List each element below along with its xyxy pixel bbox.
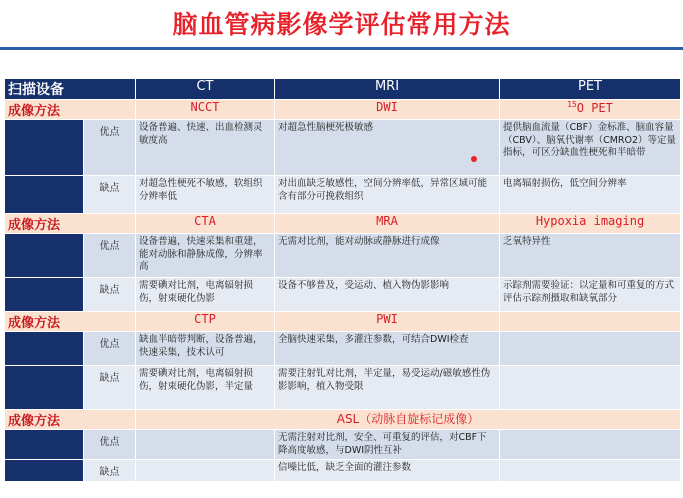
method-label: 成像方法 bbox=[5, 100, 136, 120]
pro-row bbox=[5, 332, 681, 366]
con-mri: 需要注射钆对比剂，半定量，易受运动/磁敏感性伪影影响，植入物受限 bbox=[275, 366, 500, 410]
con-label: 缺点 bbox=[84, 176, 136, 214]
header-ct: CT bbox=[136, 79, 275, 100]
pro-label: 优点 bbox=[84, 234, 136, 278]
pro-ct: 设备普遍、快速、出血检测灵敏度高 bbox=[136, 120, 275, 176]
pro-label: 优点 bbox=[84, 332, 136, 366]
con-row bbox=[5, 366, 681, 410]
con-pet: 示踪剂需要验证：以定量和可重复的方式评估示踪剂摄取和缺氧部分 bbox=[500, 278, 681, 312]
method-ct: CTP bbox=[136, 312, 275, 332]
pro-row bbox=[5, 234, 681, 278]
section-row bbox=[5, 312, 681, 332]
con-pet: 电离辐射损伤，低空间分辨率 bbox=[500, 176, 681, 214]
con-mri: 对出血缺乏敏感性，空间分辨率低，异常区域可能含有部分可挽救组织 bbox=[275, 176, 500, 214]
section-row bbox=[5, 410, 681, 430]
con-ct: 需要碘对比剂，电离辐射损伤，射束硬化伪影 bbox=[136, 278, 275, 312]
page-title: 脑血管病影像学评估常用方法 bbox=[172, 10, 511, 39]
con-ct: 需要碘对比剂，电离辐射损伤，射束硬化伪影，半定量 bbox=[136, 366, 275, 410]
pro-ct: 设备普遍，快速采集和重建，能对动脉和静脉成像，分辨率高 bbox=[136, 234, 275, 278]
method-pet bbox=[500, 100, 681, 120]
pro-pet: 提供脑血流量（CBF）金标准、脑血容量（CBV）、脑氧代谢率（CMRO2）等定量指标，可区分缺血性梗死和半暗带 bbox=[500, 120, 681, 176]
pointer-dot bbox=[471, 156, 477, 162]
title-divider bbox=[0, 47, 683, 50]
con-label: 缺点 bbox=[84, 366, 136, 410]
pro-mri: 对超急性脑梗死极敏感 bbox=[275, 120, 500, 176]
method-pet-superscript: 15 bbox=[567, 100, 577, 109]
method-pet-name: O PET bbox=[576, 101, 613, 115]
pro-label: 优点 bbox=[84, 120, 136, 176]
method-label: 成像方法 bbox=[5, 410, 136, 430]
pro-asl: 无需注射对比剂，安全、可重复的评估，对CBF下降高度敏感，与DWI阴性互补 bbox=[275, 430, 500, 460]
method-asl: ASL（动脉自旋标记成像） bbox=[136, 410, 681, 430]
method-label: 成像方法 bbox=[5, 312, 136, 332]
con-row bbox=[5, 278, 681, 312]
con-label: 缺点 bbox=[84, 278, 136, 312]
con-row bbox=[5, 460, 681, 482]
method-mri: MRA bbox=[275, 214, 500, 234]
method-pet: Hypoxia imaging bbox=[500, 214, 681, 234]
con-asl: 信噪比低，缺乏全面的灌注参数 bbox=[275, 460, 500, 482]
method-mri: PWI bbox=[275, 312, 500, 332]
pro-mri: 无需对比剂，能对动脉或静脉进行成像 bbox=[275, 234, 500, 278]
con-ct: 对超急性梗死不敏感，软组织分辨率低 bbox=[136, 176, 275, 214]
pro-row bbox=[5, 430, 681, 460]
header-pet: PET bbox=[500, 79, 681, 100]
imaging-methods-table bbox=[4, 78, 681, 482]
pro-mri: 全脑快速采集，多灌注参数，可结合DWI检查 bbox=[275, 332, 500, 366]
header-device: 扫描设备 bbox=[5, 79, 136, 100]
method-pet bbox=[500, 312, 681, 332]
con-row bbox=[5, 176, 681, 214]
con-label: 缺点 bbox=[84, 460, 136, 482]
pro-pet bbox=[500, 332, 681, 366]
table-header-row bbox=[5, 79, 681, 100]
pro-ct: 缺血半暗带判断，设备普遍，快速采集，技术认可 bbox=[136, 332, 275, 366]
con-mri: 设备不够普及，受运动、植入物伪影影响 bbox=[275, 278, 500, 312]
con-pet bbox=[500, 366, 681, 410]
pro-pet: 乏氧特异性 bbox=[500, 234, 681, 278]
method-ct: NCCT bbox=[136, 100, 275, 120]
method-label: 成像方法 bbox=[5, 214, 136, 234]
pro-row bbox=[5, 120, 681, 176]
method-ct: CTA bbox=[136, 214, 275, 234]
section-row bbox=[5, 100, 681, 120]
header-mri: MRI bbox=[275, 79, 500, 100]
section-row bbox=[5, 214, 681, 234]
pro-label: 优点 bbox=[84, 430, 136, 460]
method-mri: DWI bbox=[275, 100, 500, 120]
